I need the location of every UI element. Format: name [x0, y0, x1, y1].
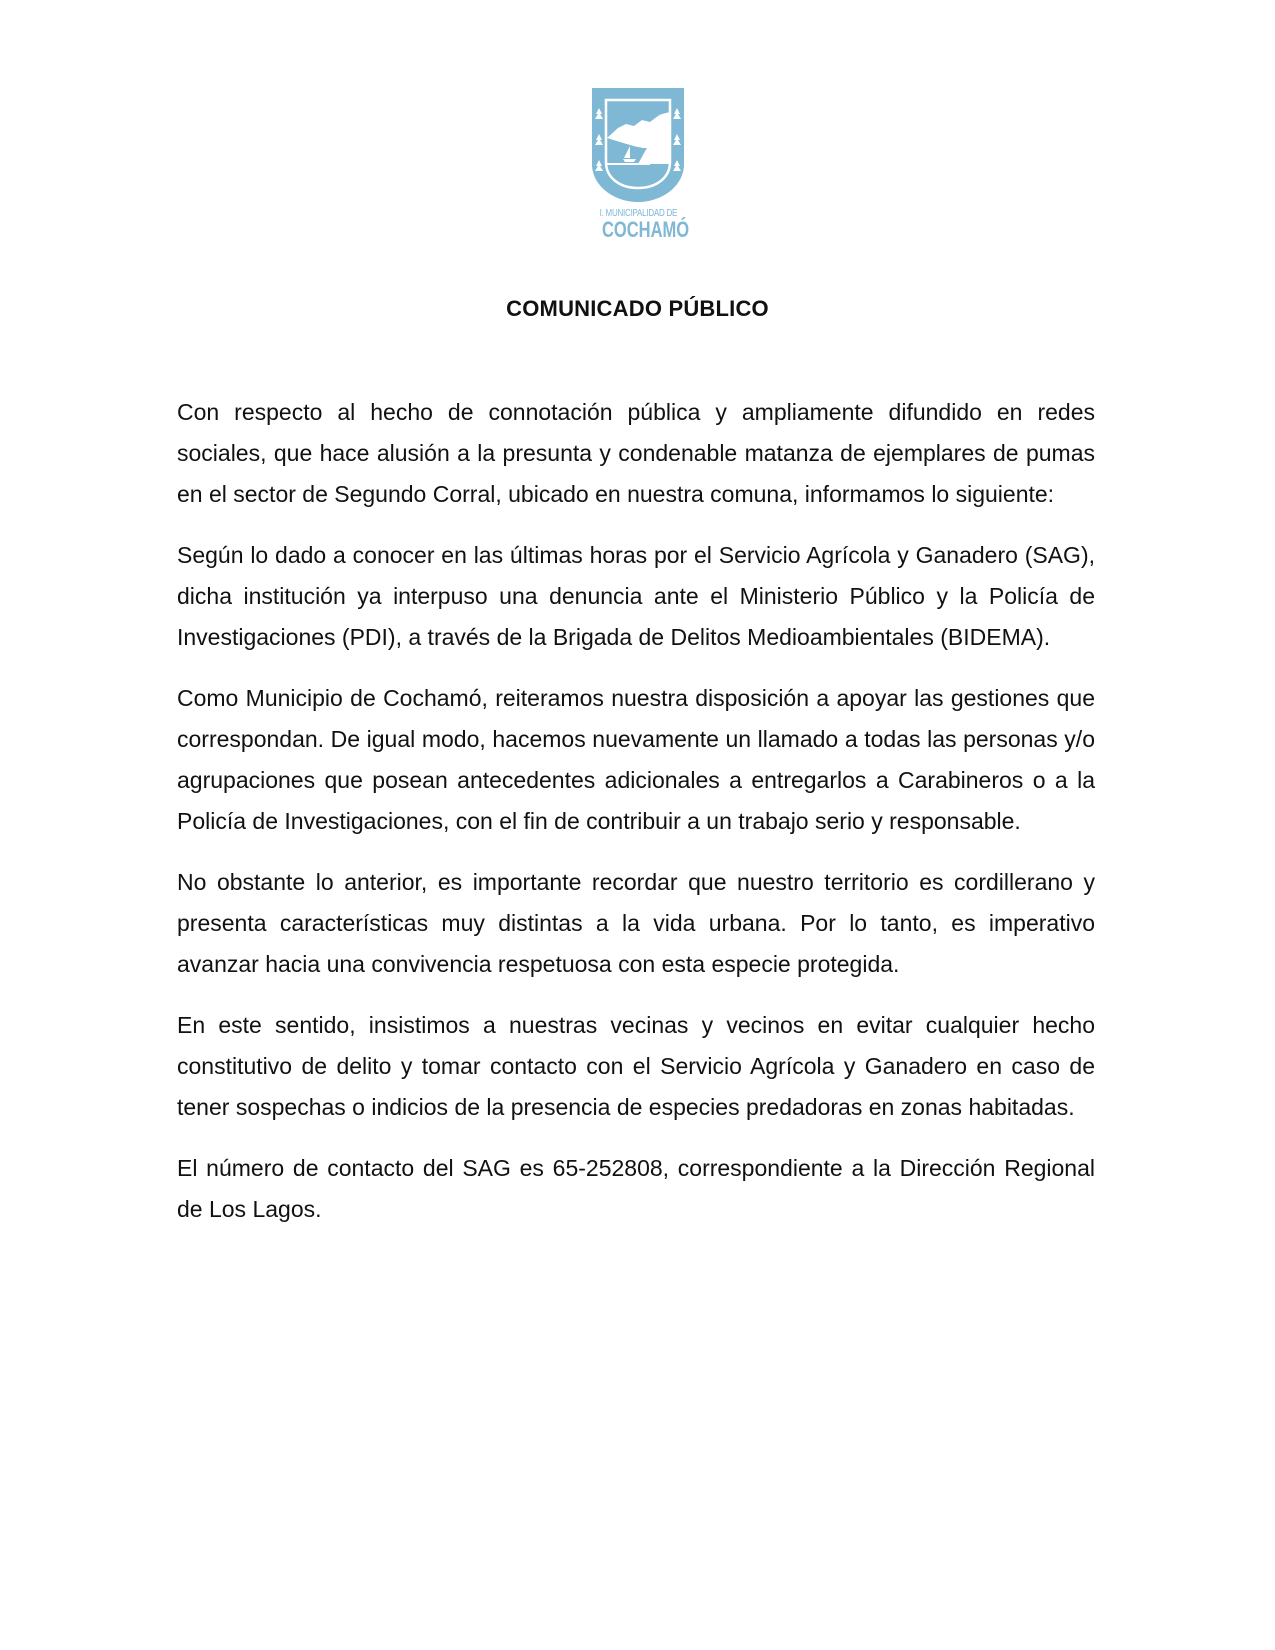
paragraph-coexistence: No obstante lo anterior, es importante recordar que nuestro territorio es cordillerano y presenta características muy distintas a la vida urbana. Por lo tanto, es imperativo avanzar hacia una convivencia respetuosa con esta especie protegida. [177, 869, 1095, 977]
paragraph-appeal: En este sentido, insistimos a nuestras vecinas y vecinos en evitar cualquier hecho constitutivo de delito y tomar contacto con el Servicio Agrícola y Ganadero en caso de tener sospechas o indicios de la presencia de especies predadoras en zonas habitadas. [177, 1012, 1095, 1120]
municipality-logo [590, 86, 690, 242]
logo-subtitle: I. MUNICIPALIDAD DE [599, 208, 678, 219]
paragraph-intro: Con respecto al hecho de connotación pública y ampliamente difundido en redes sociales, que hace alusión a la presunta y condenable matanza de ejemplares de pumas en el sector de Segundo Corral, ubicado en nuestra comuna, informamos lo siguiente: [177, 399, 1095, 507]
paragraph-sag-complaint: Según lo dado a conocer en las últimas horas por el Servicio Agrícola y Ganadero (SAG), dicha institución ya interpuso una denuncia ante el Ministerio Público y la Policía de Investigaciones (PDI), a través de la Brigada de Delitos Medioambientales (BIDEMA). [177, 542, 1095, 650]
document-body [177, 392, 1095, 1250]
logo-name: COCHAMÓ [602, 217, 690, 242]
paragraph-contact: El número de contacto del SAG es 65-252808, correspondiente a la Dirección Regional de Los Lagos. [177, 1155, 1095, 1222]
document-title: COMUNICADO PÚBLICO [506, 296, 769, 321]
municipal-shield-icon [590, 86, 686, 204]
paragraph-municipality-support: Como Municipio de Cochamó, reiteramos nuestra disposición a apoyar las gestiones que correspondan. De igual modo, hacemos nuevamente un llamado a todas las personas y/o agrupaciones que posean antecedentes adicionales a entregarlos a Carabineros o a la Policía de Investigaciones, con el fin de contribuir a un trabajo serio y responsable. [177, 685, 1095, 834]
